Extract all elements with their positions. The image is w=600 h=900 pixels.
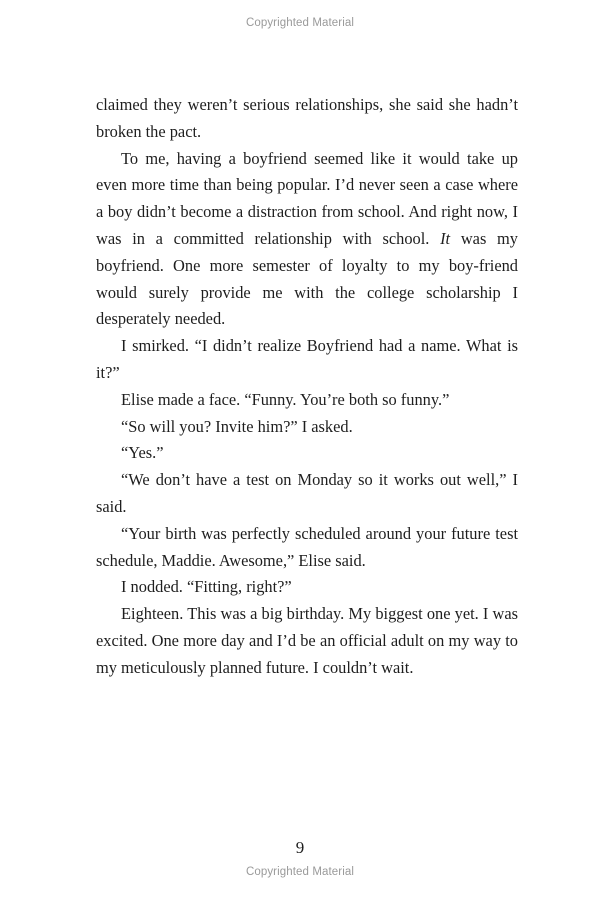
paragraph: “Your birth was perfectly scheduled around your future test schedule, Maddie. Awesome,” Elise said. bbox=[96, 523, 518, 570]
paragraph: I nodded. “Fitting, right?” bbox=[121, 577, 292, 597]
paragraph: claimed they weren’t serious relationships, she said she hadn’t broken the pact. bbox=[96, 95, 518, 141]
paragraph: “Yes.” bbox=[121, 443, 164, 463]
paragraph: I smirked. “I didn’t realize Boyfriend had a name. What is it?” bbox=[96, 336, 518, 382]
copyright-watermark-top: Copyrighted Material bbox=[245, 17, 355, 29]
paragraph: Elise made a face. “Funny. You’re both so funny.” bbox=[121, 389, 450, 409]
copyright-watermark-bottom: Copyrighted Material bbox=[245, 866, 355, 878]
paragraph: “We don’t have a test on Monday so it works out well,” I said. bbox=[96, 470, 518, 516]
body-text bbox=[96, 92, 518, 682]
paragraph: Eighteen. This was a big birthday. My biggest one yet. I was excited. One more day and I’d be an official adult on my way to my meticulously planned future. I couldn’t wait. bbox=[96, 604, 518, 677]
paragraph: To me, having a boyfriend seemed like it would take up even more time than being popular. I’d never seen a case where a boy didn’t become a distraction from school. And right now, I was in a committed relationship with school. It was my boyfriend. One more semester of loyalty to my boy-friend would surely provide me with the college scholarship I desperately needed. bbox=[96, 148, 518, 329]
paragraph: “So will you? Invite him?” I asked. bbox=[121, 416, 353, 436]
page-number: 9 bbox=[295, 838, 305, 857]
